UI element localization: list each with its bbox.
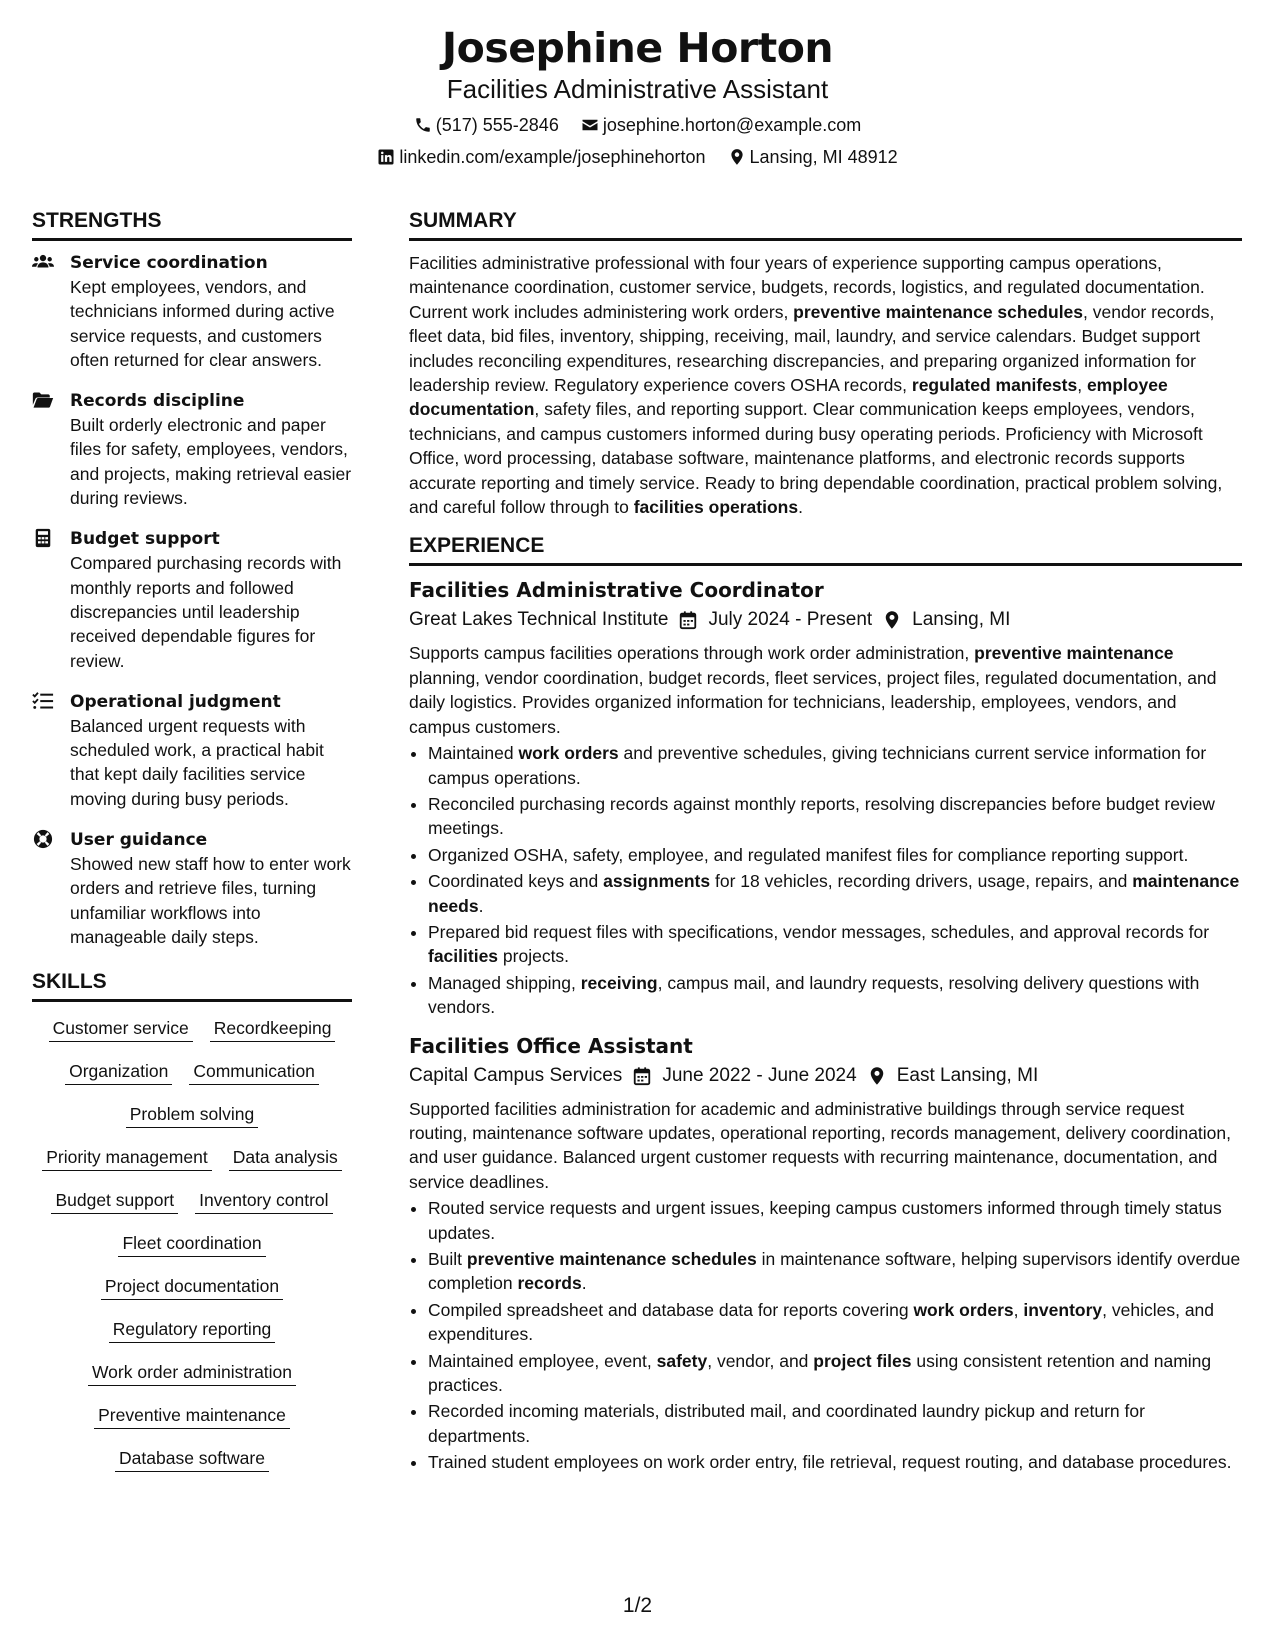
list-check-icon (32, 691, 54, 711)
skill-row (32, 1231, 352, 1257)
skill-tag: Preventive maintenance (94, 1403, 290, 1429)
left-column (32, 208, 352, 1489)
text-run: , (1013, 1299, 1024, 1320)
job-bullet (428, 1349, 1242, 1398)
contact-row-2 (0, 146, 1275, 168)
bold-text: safety (656, 1350, 708, 1371)
text-run: , vendor records, fleet data, bid files, inventory, shipping, receiving, mail, laundry, and service calendars. Budget support includes reconciling expenditures, researching discrepancies, and preparing organized information for leadership review. Regulatory experience covers OSHA records, (409, 301, 1215, 396)
strength-title: Budget support (70, 529, 220, 550)
strength-title: Records discipline (70, 391, 245, 412)
summary-text (409, 251, 1242, 519)
email-text: josephine.horton@example.com (602, 115, 862, 135)
job-bullet (428, 1399, 1242, 1448)
job-company: Great Lakes Technical Institute (409, 609, 669, 631)
experience-heading: EXPERIENCE (409, 533, 1242, 566)
skill-row (32, 1059, 352, 1085)
skill-tag: Recordkeeping (210, 1016, 336, 1042)
summary-heading: SUMMARY (409, 208, 1242, 241)
skill-row (32, 1274, 352, 1300)
bold-text: project files (813, 1350, 912, 1371)
job-dates: July 2024 - Present (708, 609, 873, 631)
bold-text: preventive maintenance (974, 643, 1174, 664)
users-icon (32, 252, 54, 272)
calendar-icon (678, 610, 698, 630)
job-title: Facilities Office Assistant (409, 1033, 693, 1058)
strength-title: Operational judgment (70, 691, 281, 712)
skill-tag: Project documentation (101, 1274, 283, 1300)
job-bullets (409, 741, 1242, 1019)
contact-linkedin[interactable] (377, 146, 705, 168)
skill-tag: Communication (189, 1059, 319, 1085)
skill-row (32, 1016, 352, 1042)
bold-text: receiving (580, 972, 658, 993)
strength-title: User guidance (70, 830, 208, 851)
job-bullet (428, 920, 1242, 969)
text-run: . (581, 1273, 587, 1294)
text-run: Trained student employees on work order entry, file retrieval, request routing, and database procedures. (428, 1452, 1232, 1473)
job-description (409, 1097, 1242, 1195)
job-bullet (428, 1247, 1242, 1296)
strength-desc: Compared purchasing records with monthly reports and followed discrepancies until leadership received dependable figures for review. (70, 553, 342, 671)
text-run: Recorded incoming materials, distributed mail, and coordinated laundry pickup and return for departments. (428, 1401, 1145, 1446)
skills-list (32, 1016, 352, 1472)
calculator-icon (32, 528, 54, 548)
skill-row (32, 1188, 352, 1214)
skill-tag: Work order administration (88, 1360, 296, 1386)
skill-tag: Organization (65, 1059, 172, 1085)
job-bullet (428, 1196, 1242, 1245)
map-pin-icon (867, 1066, 887, 1086)
bold-text: preventive maintenance schedules (466, 1249, 757, 1269)
job-bullet (428, 971, 1242, 1020)
skill-tag: Regulatory reporting (109, 1317, 276, 1343)
text-run: projects. (498, 946, 570, 967)
bold-text: work orders (913, 1299, 1014, 1320)
text-run: in maintenance software, helping supervisors identify overdue completion (428, 1249, 1241, 1294)
contact-phone[interactable] (414, 114, 559, 136)
text-run: , vendor, and (707, 1350, 814, 1371)
strength-desc: Kept employees, vendors, and technicians informed during active service requests, and customers often returned for clear answers. (70, 277, 335, 370)
contact-row-1 (0, 114, 1275, 136)
bold-text: work orders (518, 743, 619, 764)
skill-row (32, 1360, 352, 1386)
strength-item (32, 828, 352, 949)
text-run: Maintained (428, 743, 519, 764)
strength-item (32, 527, 352, 672)
job-meta (409, 606, 1242, 634)
linkedin-text: linkedin.com/example/josephinehorton (399, 147, 706, 167)
text-run: Supported facilities administration for academic and administrative buildings through service request routing, maintenance software updates, operational reporting, records management, delivery coordination, and user guidance. Balanced urgent customer requests with recurring maintenance, documentation, and service deadlines. (409, 1098, 1232, 1192)
text-run: , (1077, 375, 1087, 396)
map-pin-icon (728, 148, 746, 166)
text-run: Prepared bid request files with specifications, vendor messages, schedules, and approval records for (428, 921, 1210, 942)
bold-text: facilities operations (633, 497, 799, 518)
strength-desc: Showed new staff how to enter work orders and retrieve files, turning unfamiliar workflows into manageable daily steps. (70, 854, 351, 947)
job-description (409, 641, 1242, 739)
text-run: Maintained employee, event, (428, 1350, 657, 1371)
job-meta (409, 1062, 1242, 1090)
skill-tag: Budget support (51, 1188, 178, 1214)
skill-tag: Database software (115, 1446, 269, 1472)
skill-row (32, 1403, 352, 1429)
text-run: Routed service requests and urgent issues, keeping campus customers informed through timely status updates. (428, 1198, 1222, 1243)
job-location: East Lansing, MI (896, 1064, 1039, 1086)
text-run: , campus mail, and laundry requests, resolving delivery questions with vendors. (428, 972, 1200, 1018)
strength-title: Service coordination (70, 253, 268, 273)
bold-text: regulated manifests (911, 375, 1078, 396)
bold-text: assignments (603, 871, 711, 892)
candidate-title: Facilities Administrative Assistant (446, 74, 829, 104)
contact-location (728, 146, 898, 168)
contact-email[interactable] (581, 114, 861, 136)
job-dates: June 2022 - June 2024 (662, 1064, 857, 1086)
skill-tag: Data analysis (229, 1145, 342, 1171)
job-bullet (428, 843, 1242, 867)
text-run: Compiled spreadsheet and database data for reports covering (428, 1299, 914, 1320)
folder-open-icon (32, 390, 54, 410)
text-run: Facilities administrative professional with four years of experience supporting campus operations, maintenance coordination, customer service, budgets, records, logistics, and regulated documentation. Current work includes administering work orders, (409, 253, 1205, 322)
job-entry (409, 1032, 1242, 1475)
skill-row (32, 1317, 352, 1343)
job-bullet (428, 1298, 1242, 1347)
page-number: 1/2 (622, 1594, 653, 1617)
skill-row (32, 1102, 352, 1128)
text-run: . (478, 895, 484, 916)
job-title: Facilities Administrative Coordinator (409, 578, 824, 603)
bold-text: preventive maintenance schedules (793, 301, 1084, 322)
job-company: Capital Campus Services (409, 1064, 623, 1086)
text-run: , vehicles, and expenditures. (428, 1299, 1215, 1345)
envelope-icon (581, 116, 599, 134)
life-ring-icon (32, 829, 54, 849)
job-bullet (428, 1450, 1242, 1474)
skill-tag: Customer service (49, 1016, 193, 1042)
strengths-heading: STRENGTHS (32, 208, 352, 241)
skills-heading: SKILLS (32, 969, 352, 1002)
right-column (409, 208, 1242, 1477)
bold-text: records (517, 1273, 582, 1294)
bold-text: employee documentation (409, 375, 1168, 420)
skill-row (32, 1446, 352, 1472)
resume-header (0, 22, 1275, 168)
job-bullets (409, 1196, 1242, 1474)
skill-tag: Priority management (42, 1145, 211, 1171)
text-run: Reconciled purchasing records against monthly reports, resolving discrepancies before budget review meetings. (428, 793, 1215, 839)
phone-text: (517) 555-2846 (435, 115, 559, 135)
text-run: Organized OSHA, safety, employee, and regulated manifest files for compliance reporting support. (428, 844, 1189, 865)
strength-item (32, 389, 352, 510)
candidate-name: Josephine Horton (441, 24, 834, 72)
linkedin-icon (377, 148, 395, 166)
bold-text: facilities (428, 946, 499, 967)
job-entry (409, 576, 1242, 1019)
skill-tag: Inventory control (195, 1188, 332, 1214)
phone-icon (414, 116, 432, 134)
location-text: Lansing, MI 48912 (749, 147, 898, 167)
strength-item (32, 690, 352, 811)
text-run: planning, vendor coordination, budget records, fleet services, project files, regulated documentation, and daily logistics. Provides organized information for technicians, leadership, employees, vendors, and campus customers. (409, 667, 1217, 737)
text-run: . (798, 497, 803, 518)
strength-desc: Built orderly electronic and paper files for safety, employees, vendors, and projects, making retrieval easier during reviews. (70, 415, 352, 509)
calendar-icon (632, 1066, 652, 1086)
text-run: using consistent retention and naming practices. (428, 1350, 1212, 1396)
strength-item (32, 251, 352, 372)
job-bullet (428, 741, 1242, 790)
text-run: Supports campus facilities operations through work order administration, (409, 643, 975, 664)
text-run: Coordinated keys and (428, 871, 604, 892)
skill-row (32, 1145, 352, 1171)
text-run: Built (428, 1249, 467, 1269)
job-location: Lansing, MI (912, 609, 1011, 631)
bold-text: maintenance needs (428, 871, 1240, 916)
skill-tag: Problem solving (126, 1102, 259, 1128)
text-run: , safety files, and reporting support. Clear communication keeps employees, vendors, technicians, and campus customers informed during busy operating periods. Proficiency with Microsoft Office, word processing, database software, maintenance platforms, and electronic records supports accurate reporting and timely service. Ready to bring dependable coordination, practical problem solving, and careful follow through to (409, 399, 1223, 518)
job-bullet (428, 792, 1242, 841)
text-run: Managed shipping, (428, 972, 581, 993)
map-pin-icon (882, 610, 902, 630)
strength-desc: Balanced urgent requests with scheduled work, a practical habit that kept daily facilities service moving during busy periods. (70, 715, 324, 809)
text-run: and preventive schedules, giving technicians current service information for campus operations. (428, 743, 1207, 788)
text-run: for 18 vehicles, recording drivers, usage, repairs, and (710, 871, 1133, 892)
skill-tag: Fleet coordination (118, 1231, 265, 1257)
bold-text: inventory (1023, 1299, 1103, 1320)
job-bullet (428, 869, 1242, 918)
